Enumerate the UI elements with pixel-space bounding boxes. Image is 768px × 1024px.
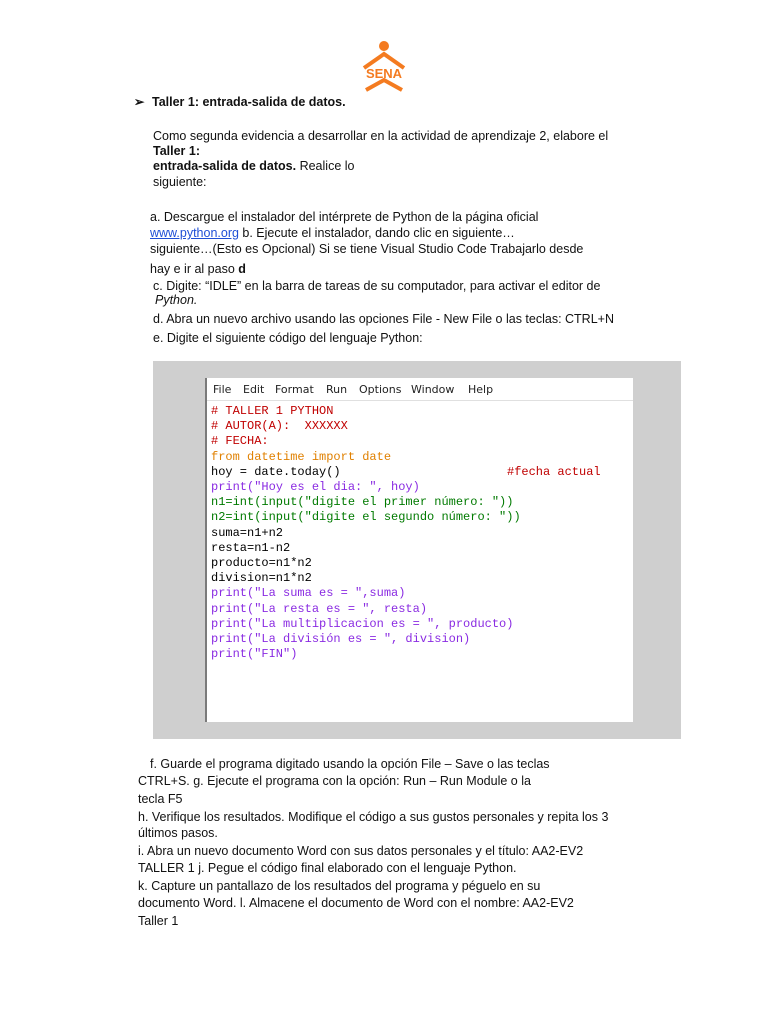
python-org-link[interactable]: www.python.org — [150, 226, 239, 240]
code-line: print("La multiplicacion es = ", producto) — [211, 616, 514, 631]
step-h-line-1: h. Verifique los resultados. Modifique el código a sus gustos personales y repita los 3 — [138, 810, 609, 824]
menu-options[interactable]: Options — [359, 383, 402, 396]
step-j-text: TALLER 1 j. Pegue el código final elaborado con el lenguaje Python. — [138, 861, 517, 875]
step-k-line-1: k. Capture un pantallazo de los resultados del programa y péguelo en su — [138, 879, 541, 893]
step-f-line-2: CTRL+S. g. Ejecute el programa con la opción: Run – Run Module o la — [138, 774, 531, 788]
menu-run[interactable]: Run — [326, 383, 348, 396]
step-a-line-3: siguiente…(Esto es Opcional) Si se tiene Visual Studio Code Trabajarlo desde — [150, 242, 584, 256]
step-c-line-2: Python. — [155, 293, 198, 307]
sena-logo-icon — [356, 40, 412, 92]
code-line: # TALLER 1 PYTHON — [211, 404, 334, 418]
step-a-line-1: a. Descargue el instalador del intérprete de Python de la página oficial — [150, 210, 539, 224]
editor-menubar — [207, 378, 633, 401]
section-heading — [134, 94, 346, 109]
step-a-line-2 — [150, 225, 515, 241]
step-i-line-2 — [138, 860, 517, 876]
step-d-line: d. Abra un nuevo archivo usando las opciones File - New File o las teclas: CTRL+N — [153, 312, 614, 326]
step-f-line-3: tecla F5 — [138, 792, 183, 806]
menu-format[interactable]: Format — [275, 383, 314, 396]
step-a-line-4-text: hay e ir al paso — [150, 262, 239, 276]
step-e-line: e. Digite el siguiente código del lenguaje Python: — [153, 331, 423, 345]
code-line: print("Hoy es el dia: ", hoy) — [211, 480, 420, 495]
intro-bold: entrada-salida de datos. — [153, 159, 297, 173]
intro-line-3 — [153, 158, 354, 174]
code-line: producto=n1*n2 — [211, 556, 312, 571]
intro-line-1: Como segunda evidencia a desarrollar en la actividad de aprendizaje 2, elabore el — [153, 129, 609, 143]
menu-help[interactable]: Help — [468, 383, 494, 396]
step-k-line-2: documento Word. l. Almacene el documento de Word con el nombre: AA2-EV2 — [138, 896, 574, 910]
code-line: resta=n1-n2 — [211, 540, 291, 555]
step-d-ref: d — [238, 262, 246, 276]
logo-text: SENA — [365, 66, 403, 81]
code-line: n2=int(input("digite el segundo número: ")) — [211, 510, 521, 525]
code-screenshot — [153, 361, 681, 739]
heading-text: Taller 1: entrada-salida de datos. — [152, 95, 346, 109]
bullet-arrow-icon: ➢ — [134, 95, 145, 109]
code-line: # AUTOR(A): XXXXXX — [211, 419, 348, 434]
code-line: print("La suma es = ",suma) — [211, 586, 406, 601]
step-a-line-4 — [150, 261, 246, 277]
menu-file[interactable]: File — [213, 383, 232, 396]
step-h-line-2: últimos pasos. — [138, 826, 218, 840]
idle-editor-window — [205, 378, 633, 722]
step-c-line-1: c. Digite: “IDLE” en la barra de tareas de su computador, para activar el editor de — [153, 279, 601, 293]
step-b-text: b. Ejecute el instalador, dando clic en siguiente… — [238, 226, 515, 240]
menu-window[interactable]: Window — [411, 383, 455, 396]
code-line: # FECHA: — [211, 434, 269, 449]
code-line: from datetime import date — [211, 449, 392, 464]
intro-line-4: siguiente: — [153, 175, 207, 189]
menu-edit[interactable]: Edit — [243, 383, 265, 396]
code-line: print("La división es = ", division) — [211, 632, 471, 647]
intro-line-2: Taller 1: — [153, 144, 201, 158]
code-line: print("FIN") — [211, 647, 298, 662]
code-line: division=n1*n2 — [211, 571, 312, 586]
code-line-with-comment — [211, 464, 601, 480]
code-line: hoy = date.today() — [211, 464, 341, 479]
code-text[interactable] — [211, 404, 601, 662]
sena-logo — [356, 40, 412, 92]
code-line: n1=int(input("digite el primer número: ")) — [211, 495, 514, 510]
step-f-line-1: f. Guarde el programa digitado usando la opción File – Save o las teclas — [150, 757, 550, 771]
intro-rest: Realice lo — [296, 159, 355, 173]
inline-comment: #fecha actual — [507, 464, 601, 479]
step-k-line-3: Taller 1 — [138, 914, 179, 928]
code-line: print("La resta es = ", resta) — [211, 601, 428, 616]
step-i-line-1: i. Abra un nuevo documento Word con sus datos personales y el título: AA2-EV2 — [138, 844, 584, 858]
code-line: suma=n1+n2 — [211, 525, 284, 540]
